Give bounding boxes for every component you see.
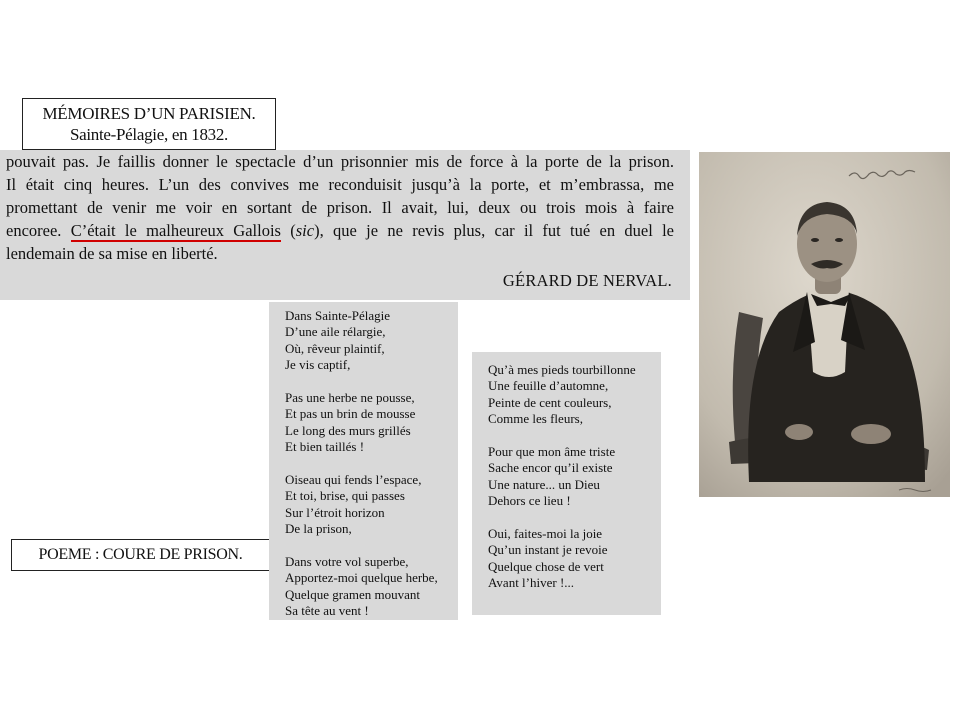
poem-line: Et bien taillés ! [285,439,365,455]
title-line-1: MÉMOIRES D’UN PARISIEN. [42,104,256,123]
portrait-photo [699,152,950,497]
poem-line: Dans votre vol superbe, [285,554,409,570]
poem-stanza [488,444,661,510]
poem-line: Quelque chose de vert [488,558,604,574]
poem-line: Une nature... un Dieu [488,476,600,492]
portrait-photo-icon [699,152,950,497]
prose-fragment: encoree. [6,221,71,240]
prose-excerpt-panel [0,150,690,300]
prose-line: promettant de venir me voir en sortant de prison. Il avait, lui, deux ou trois mois à faire [6,198,674,217]
poem-column-right [472,352,661,615]
poem-line: Le long des murs grillés [285,422,411,438]
prose-line: Il était cinq heures. L’un des convives me reconduisit jusqu’à la porte, et m’embrassa, me [6,175,674,194]
poem-line: De la prison, [285,521,352,537]
poem-line: Apportez-moi quelque herbe, [285,570,438,586]
poem-stanza [285,390,458,456]
poem-line: Avant l’hiver !... [488,575,575,591]
poem-line: Oui, faites-moi la joie [488,526,603,542]
sic-italic: sic [295,221,315,240]
poem-label: POEME : COURE DE PRISON. [38,546,243,563]
prose-line: lendemain de sa mise en liberté. [6,244,218,263]
poem-line: Je vis captif, [285,357,351,373]
poem-line: Qu’à mes pieds tourbillonne [488,362,636,377]
poem-stanza [285,308,458,374]
poem-stanza [285,554,458,620]
poem-line: Dehors ce lieu ! [488,493,571,509]
poem-stanza [488,526,661,592]
poem-line: Pas une herbe ne pousse, [285,390,415,406]
poem-column-left [269,302,458,620]
poem-line: Quelque gramen mouvant [285,586,421,602]
poem-line: Une feuille d’automne, [488,378,609,394]
poem-line: Peinte de cent couleurs, [488,394,612,410]
poem-line: Sache encor qu’il existe [488,460,613,476]
underlined-phrase: C’était le malheureux Gallois [70,221,281,240]
poem-label-box [11,539,270,571]
poem-line: Et pas un brin de mousse [285,406,416,422]
poem-stanza [285,472,458,538]
author-signature: GÉRARD DE NERVAL. [502,271,672,290]
poem-line: D’une aile rélargie, [285,324,386,340]
poem-line: Dans Sainte-Pélagie [285,308,391,323]
poem-line: Sa tête au vent ! [285,603,369,619]
prose-line: pouvait pas. Je faillis donner le spectacle d’un prisonnier mis de force à la porte de la prison. [6,152,674,171]
poem-line: Où, rêveur plaintif, [285,340,385,356]
poem-line: Comme les fleurs, [488,411,583,427]
poem-line: Sur l’étroit horizon [285,504,385,520]
prose-fragment: ), que je ne revis plus, car il fut tué en duel le [314,221,674,240]
poem-line: Qu’un instant je revoie [488,542,608,558]
poem-stanza [488,362,661,428]
poem-line: Et toi, brise, qui passes [285,488,405,504]
title-line-2: Sainte-Pélagie, en 1832. [69,125,229,144]
title-box [22,98,276,150]
poem-line: Pour que mon âme triste [488,444,616,460]
prose-fragment: ( [280,221,296,240]
prose-text [6,150,674,265]
poem-line: Oiseau qui fends l’espace, [285,472,422,488]
prose-line [6,219,674,242]
